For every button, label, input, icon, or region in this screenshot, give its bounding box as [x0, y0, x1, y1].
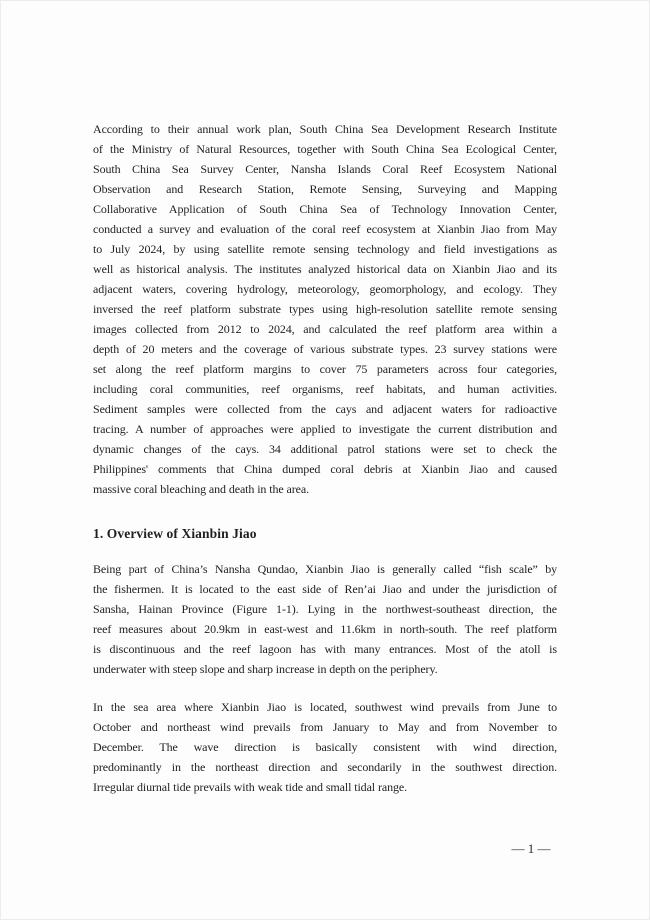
body-text [93, 119, 557, 797]
overview-paragraph-1 [93, 559, 557, 679]
text-line: Sansha, Hainan Province (Figure 1-1). Lying in the northwest-southeast direction, the [93, 602, 557, 616]
text-line: Observation and Research Station, Remote Sensing, Surveying and Mapping [93, 182, 557, 196]
text-line: tracing. A number of approaches were applied to investigate the current distribution and [93, 422, 557, 436]
text-line: to July 2024, by using satellite remote sensing technology and field investigations as [93, 242, 557, 256]
text-line: In the sea area where Xianbin Jiao is located, southwest wind prevails from June to [93, 700, 557, 714]
section-heading: 1. Overview of Xianbin Jiao [93, 526, 257, 541]
text-line: images collected from 2012 to 2024, and calculated the reef platform area within a [93, 322, 557, 336]
text-line: including coral communities, reef organisms, reef habitats, and human activities. [93, 382, 557, 396]
text-line: December. The wave direction is basically consistent with wind direction, [93, 740, 557, 754]
text-line: well as historical analysis. The institutes analyzed historical data on Xianbin Jiao and its [93, 262, 557, 276]
text-line: underwater with steep slope and sharp increase in depth on the periphery. [93, 662, 438, 676]
text-line: is discontinuous and the reef lagoon has with many entrances. Most of the atoll is [93, 642, 557, 656]
text-line: Sediment samples were collected from the cays and adjacent waters for radioactive [93, 402, 557, 416]
text-line: Collaborative Application of South China Sea of Technology Innovation Center, [93, 202, 557, 216]
text-line: massive coral bleaching and death in the area. [93, 482, 309, 496]
intro-paragraph [93, 119, 557, 499]
text-line: Philippines' comments that China dumped coral debris at Xianbin Jiao and caused [93, 462, 557, 476]
text-line: predominantly in the northeast direction and secondarily in the southwest direction. [93, 760, 557, 774]
text-line: depth of 20 meters and the coverage of various substrate types. 23 survey stations were [93, 342, 557, 356]
overview-paragraph-2 [93, 697, 557, 797]
text-line: the fishermen. It is located to the east side of Ren’ai Jiao and under the jurisdiction of [93, 582, 557, 596]
text-line: Being part of China’s Nansha Qundao, Xianbin Jiao is generally called “fish scale” by [93, 562, 557, 576]
text-line: October and northeast wind prevails from January to May and from November to [93, 720, 557, 734]
text-line: of the Ministry of Natural Resources, together with South China Sea Ecological Center, [93, 142, 557, 156]
text-line: reef measures about 20.9km in east-west and 11.6km in north-south. The reef platform [93, 622, 557, 636]
text-line: Irregular diurnal tide prevails with weak tide and small tidal range. [93, 780, 407, 794]
page-number: — 1 — [511, 841, 551, 856]
text-line: According to their annual work plan, South China Sea Development Research Institute [93, 122, 557, 136]
text-line: inversed the reef platform substrate types using high-resolution satellite remote sensing [93, 302, 557, 316]
text-line: dynamic changes of the cays. 34 additional patrol stations were set to check the [93, 442, 557, 456]
text-line: conducted a survey and evaluation of the coral reef ecosystem at Xianbin Jiao from May [93, 222, 557, 236]
text-line: adjacent waters, covering hydrology, meteorology, geomorphology, and ecology. They [93, 282, 557, 296]
text-line: set along the reef platform margins to cover 75 parameters across four categories, [93, 362, 557, 376]
text-line: South China Sea Survey Center, Nansha Islands Coral Reef Ecosystem National [93, 162, 557, 176]
